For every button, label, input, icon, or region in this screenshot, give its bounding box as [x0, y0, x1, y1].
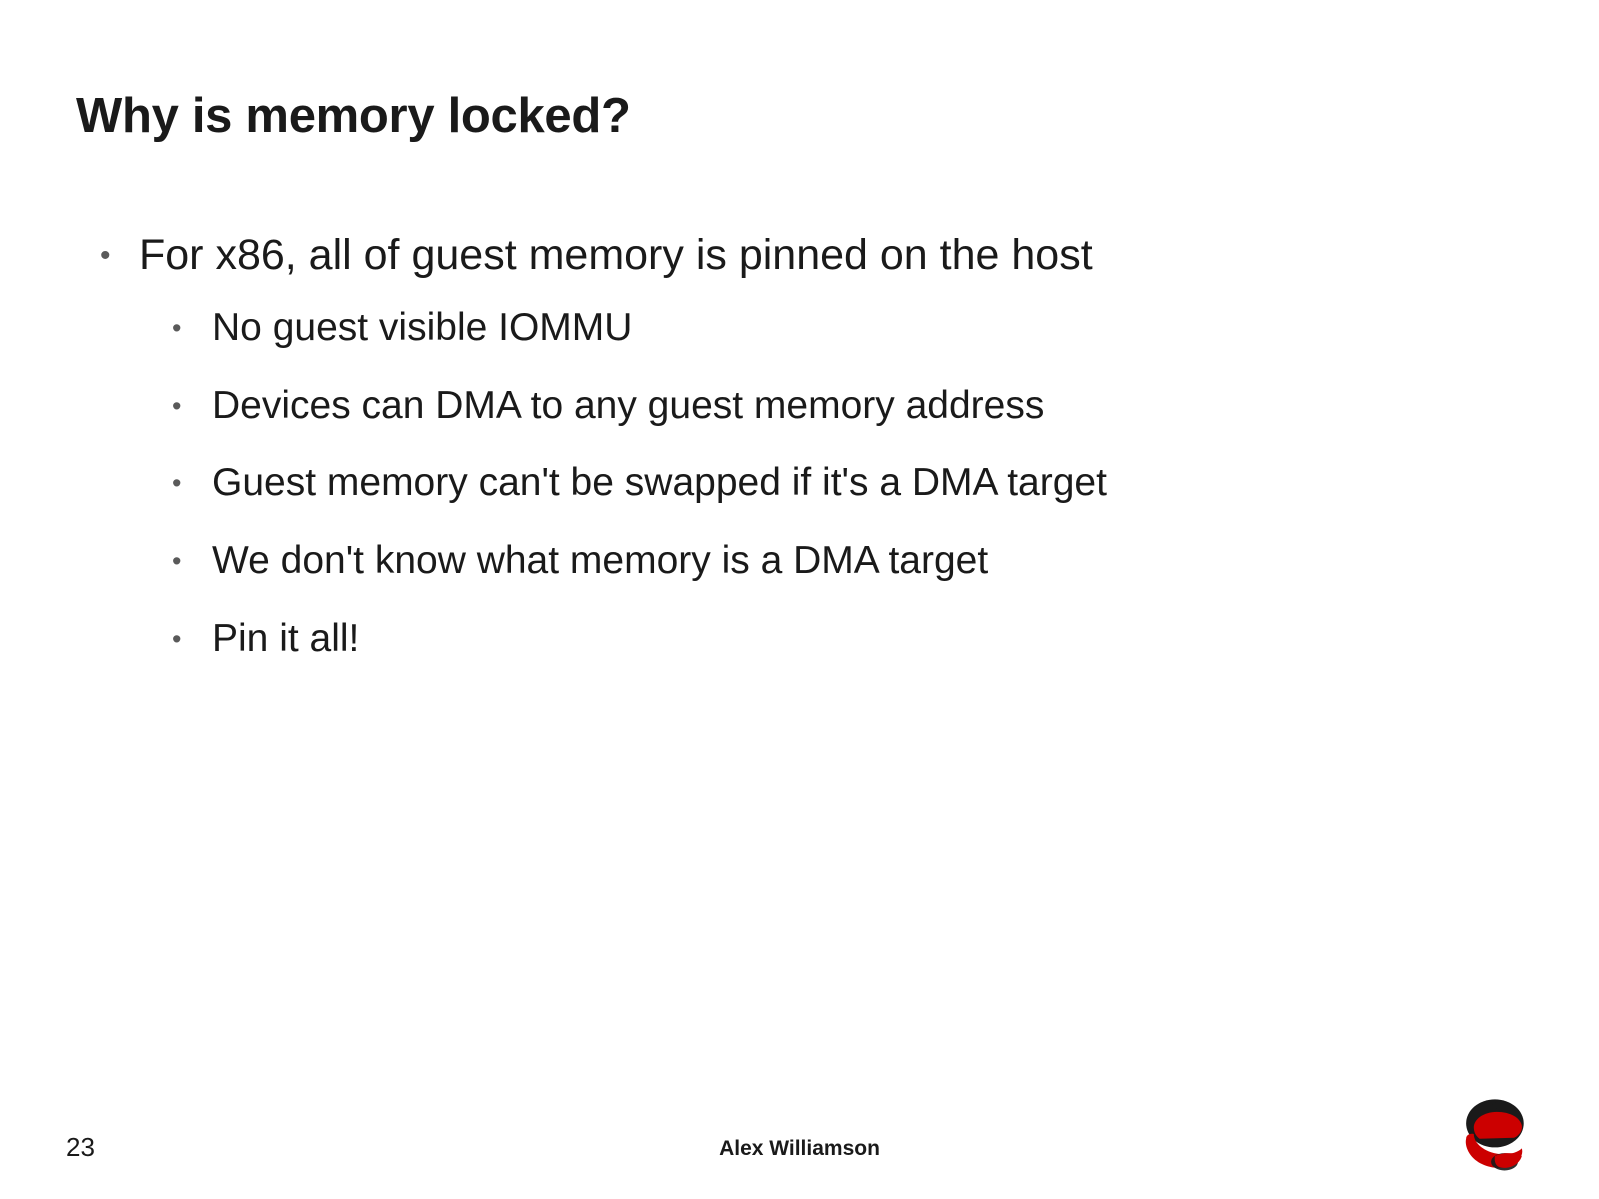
bullet-icon: • [172, 546, 182, 577]
bullet-icon: • [100, 239, 111, 272]
list-item-label: No guest visible IOMMU [212, 306, 633, 350]
bullet-icon: • [172, 468, 182, 499]
list-item-label: We don't know what memory is a DMA target [212, 539, 989, 583]
list-item [146, 614, 1516, 665]
list-item-label: Pin it all! [212, 616, 360, 660]
bullet-icon: • [172, 390, 182, 421]
page-number: 23 [66, 1132, 95, 1162]
list-item-label: For x86, all of guest memory is pinned on the host [139, 231, 1093, 279]
list-item [146, 381, 1516, 432]
bullet-icon: • [172, 313, 182, 344]
list-item-label: Devices can DMA to any guest memory address [212, 383, 1045, 427]
page-title: Why is memory locked? [76, 89, 631, 143]
bullet-list-level2 [76, 303, 1516, 664]
red-hat-logo-icon [1445, 1085, 1541, 1181]
list-item [146, 536, 1516, 587]
list-item [76, 228, 1516, 283]
bullet-list-level1 [76, 228, 1516, 283]
list-item [146, 303, 1516, 354]
footer-author: Alex Williamson [719, 1137, 880, 1160]
list-item-label: Guest memory can't be swapped if it's a DMA target [212, 461, 1107, 505]
slide-body [76, 228, 1516, 691]
list-item [146, 458, 1516, 509]
bullet-icon: • [172, 623, 182, 654]
